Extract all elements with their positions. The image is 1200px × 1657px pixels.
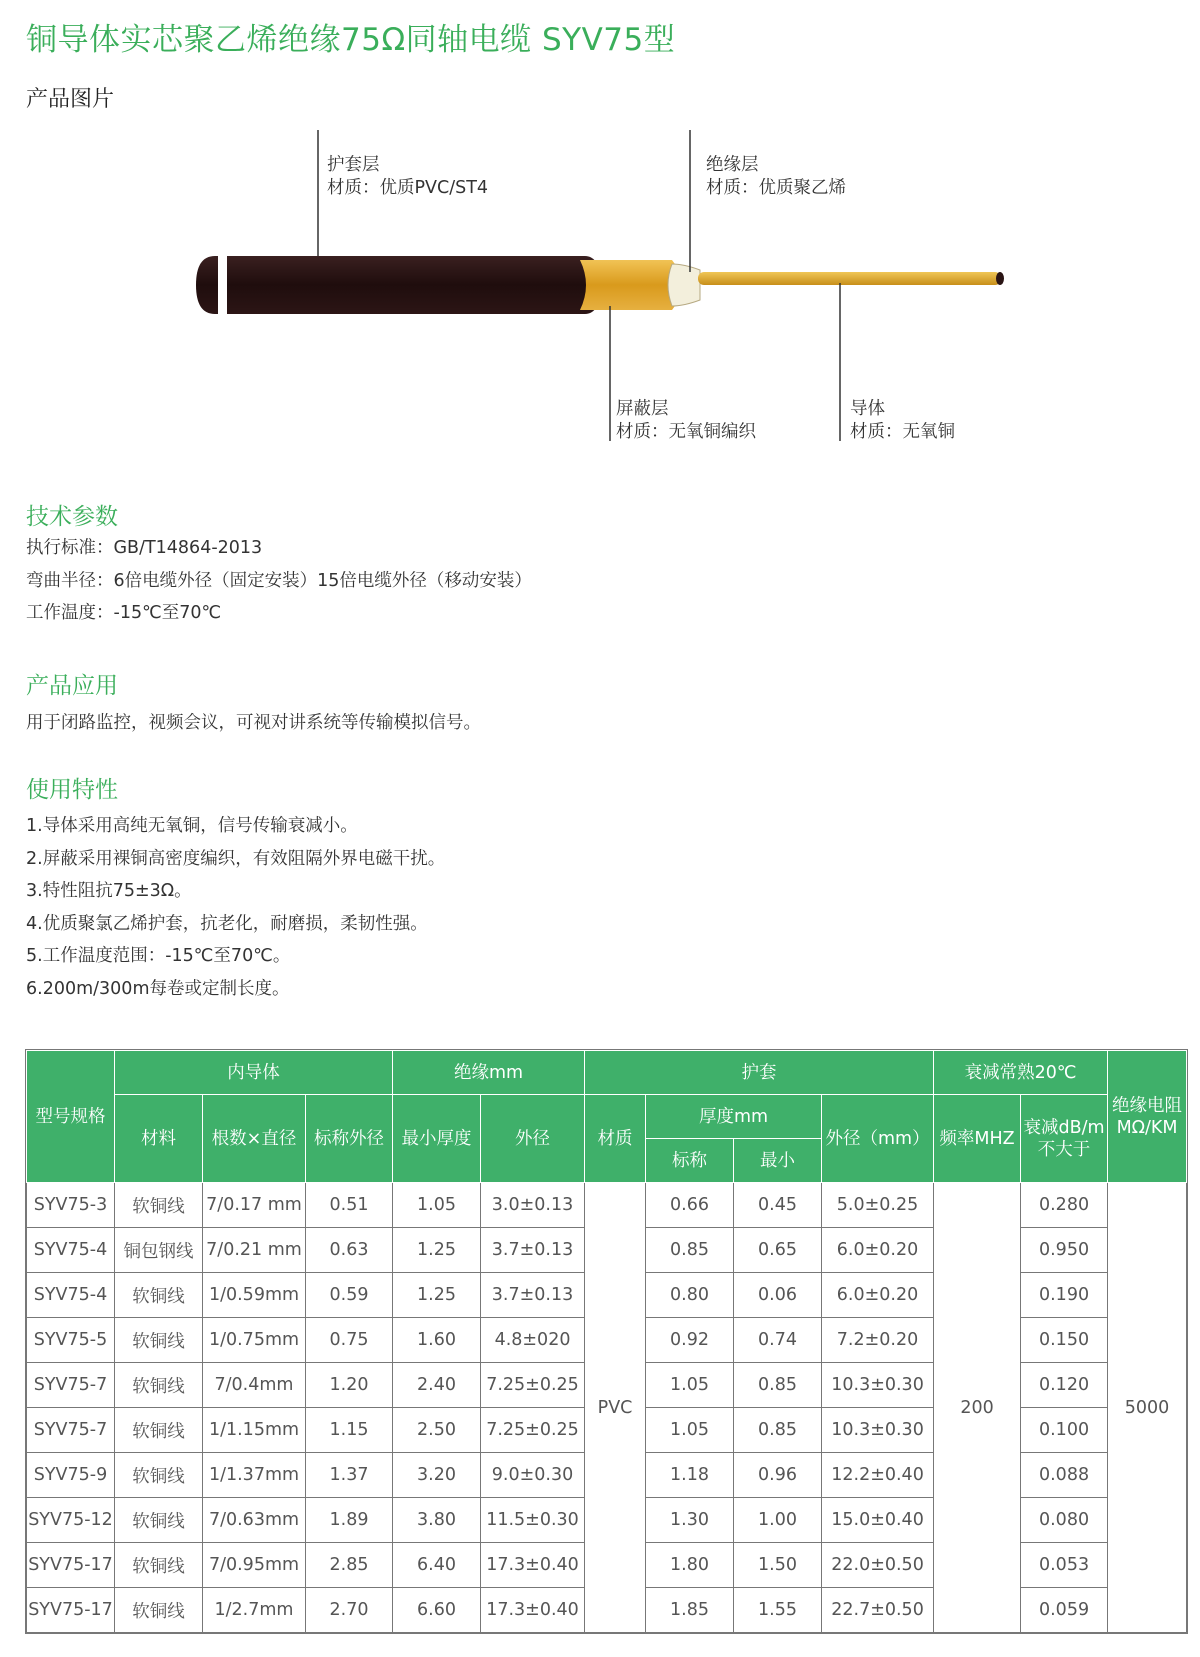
cell-nominal-od: 0.59 [306,1273,393,1318]
cell-nominal: 0.85 [646,1228,734,1273]
sheath-material: 材质：优质PVC/ST4 [327,178,489,198]
cell-min-thickness: 6.60 [393,1588,481,1633]
sheath-layer [196,256,602,314]
cell-atten: 0.088 [1021,1453,1108,1498]
cell-nominal: 1.05 [646,1363,734,1408]
cell-strands: 1/1.37mm [203,1453,306,1498]
cell-min-thickness: 1.25 [393,1228,481,1273]
cell-minimum: 0.85 [734,1363,822,1408]
header-attenuation: 衰减常熟20℃ [934,1051,1108,1095]
header-inner-conductor: 内导体 [115,1051,393,1095]
cell-strands: 1/1.15mm [203,1408,306,1453]
cell-strands: 1/0.59mm [203,1273,306,1318]
cell-nominal-od: 1.15 [306,1408,393,1453]
tech-standard: 执行标准：GB/T14864-2013 [26,538,263,558]
cell-sheath-od: 12.2±0.40 [822,1453,934,1498]
cable-diagram [0,130,1200,460]
cell-nominal: 0.80 [646,1273,734,1318]
cell-nominal-od: 1.20 [306,1363,393,1408]
cell-atten: 0.150 [1021,1318,1108,1363]
feature-item: 6.200m/300m每卷或定制长度。 [26,978,290,999]
cell-model: SYV75-3 [27,1183,115,1228]
cell-min-thickness: 3.20 [393,1453,481,1498]
cell-nominal-od: 1.89 [306,1498,393,1543]
cell-od: 11.5±0.30 [481,1498,585,1543]
header-nominal-od: 标称外径 [306,1095,393,1183]
cell-material: 软铜线 [115,1588,203,1633]
cell-od: 3.7±0.13 [481,1228,585,1273]
cell-od: 3.0±0.13 [481,1183,585,1228]
cell-frequency: 200 [934,1183,1021,1633]
header-sheath-material: 材质 [585,1095,646,1183]
cell-model: SYV75-7 [27,1363,115,1408]
cell-min-thickness: 1.60 [393,1318,481,1363]
shield-material: 材质：无氧铜编织 [616,422,756,442]
cell-nominal: 1.80 [646,1543,734,1588]
cell-minimum: 0.06 [734,1273,822,1318]
cell-nominal: 0.66 [646,1183,734,1228]
cell-nominal-od: 2.85 [306,1543,393,1588]
cell-model: SYV75-17 [27,1588,115,1633]
header-insulation: 绝缘mm [393,1051,585,1095]
insulation-layer [668,264,700,306]
cell-sheath-od: 22.0±0.50 [822,1543,934,1588]
feature-item: 3.特性阻抗75±3Ω。 [26,881,192,901]
cell-sheath-od: 15.0±0.40 [822,1498,934,1543]
cell-od: 7.25±0.25 [481,1363,585,1408]
cell-min-thickness: 3.80 [393,1498,481,1543]
cell-sheath-od: 6.0±0.20 [822,1273,934,1318]
sheath-name: 护套层 [327,155,380,175]
cell-atten: 0.059 [1021,1588,1108,1633]
insulation-name: 绝缘层 [706,155,759,175]
shield-name: 屏蔽层 [616,399,669,419]
cell-od: 17.3±0.40 [481,1588,585,1633]
cell-nominal: 1.30 [646,1498,734,1543]
cell-nominal: 0.92 [646,1318,734,1363]
tech-heading: 技术参数 [26,504,118,530]
header-strands: 根数×直径 [203,1095,306,1183]
cell-minimum: 0.96 [734,1453,822,1498]
cell-strands: 7/0.4mm [203,1363,306,1408]
cell-strands: 7/0.95mm [203,1543,306,1588]
header-model: 型号规格 [27,1051,115,1183]
cell-atten: 0.190 [1021,1273,1108,1318]
cell-material: 软铜线 [115,1408,203,1453]
cell-sheath-od: 22.7±0.50 [822,1588,934,1633]
header-sheath-od: 外径（mm） [822,1095,934,1183]
spec-table [26,1050,1187,1633]
cell-od: 17.3±0.40 [481,1543,585,1588]
header-sheath: 护套 [585,1051,934,1095]
cell-minimum: 1.00 [734,1498,822,1543]
sheath-callout [327,154,488,200]
cell-sheath-material: PVC [585,1183,646,1633]
cell-od: 7.25±0.25 [481,1408,585,1453]
cell-minimum: 0.74 [734,1318,822,1363]
cell-atten: 0.120 [1021,1363,1108,1408]
cell-nominal: 1.18 [646,1453,734,1498]
conductor-core [698,272,1001,285]
cell-od: 4.8±020 [481,1318,585,1363]
page-title: 铜导体实芯聚乙烯绝缘75Ω同轴电缆 SYV75型 [26,22,676,58]
cell-strands: 7/0.21 mm [203,1228,306,1273]
cell-material: 铜包钢线 [115,1228,203,1273]
header-thickness: 厚度mm [646,1095,822,1139]
cell-nominal-od: 0.75 [306,1318,393,1363]
tech-lines [26,532,532,630]
cable-illustration [0,130,1200,460]
cell-material: 软铜线 [115,1453,203,1498]
header-nominal: 标称 [646,1139,734,1183]
cell-minimum: 0.65 [734,1228,822,1273]
cell-min-thickness: 2.40 [393,1363,481,1408]
cell-minimum: 0.85 [734,1408,822,1453]
cell-nominal-od: 0.51 [306,1183,393,1228]
cell-nominal: 1.85 [646,1588,734,1633]
cell-resistance: 5000 [1108,1183,1187,1633]
conductor-name: 导体 [850,399,885,419]
cell-atten: 0.280 [1021,1183,1108,1228]
product-image-label: 产品图片 [26,87,115,112]
cell-material: 软铜线 [115,1363,203,1408]
cell-strands: 7/0.63mm [203,1498,306,1543]
cell-nominal-od: 1.37 [306,1453,393,1498]
cell-min-thickness: 1.05 [393,1183,481,1228]
cell-model: SYV75-4 [27,1228,115,1273]
tech-bend-radius: 弯曲半径：6倍电缆外径（固定安装）15倍电缆外径（移动安装） [26,570,532,591]
cell-atten: 0.950 [1021,1228,1108,1273]
shield-callout [616,398,756,444]
features-list [26,810,445,1005]
cell-min-thickness: 2.50 [393,1408,481,1453]
cell-material: 软铜线 [115,1273,203,1318]
cell-sheath-od: 6.0±0.20 [822,1228,934,1273]
header-frequency: 频率MHZ [934,1095,1021,1183]
header-min-thickness: 最小厚度 [393,1095,481,1183]
tech-temperature: 工作温度：-15℃至70℃ [26,603,222,623]
header-atten-value: 衰减dB/m不大于 [1021,1095,1108,1183]
feature-item: 2.屏蔽采用裸铜高密度编织，有效阻隔外界电磁干扰。 [26,848,446,869]
feature-item: 4.优质聚氯乙烯护套，抗老化，耐磨损，柔韧性强。 [26,913,428,934]
feature-item: 1.导体采用高纯无氧铜，信号传输衰减小。 [26,816,358,836]
conductor-end [996,272,1004,285]
features-heading: 使用特性 [26,777,118,803]
cell-nominal-od: 0.63 [306,1228,393,1273]
cell-model: SYV75-9 [27,1453,115,1498]
application-text: 用于闭路监控，视频会议，可视对讲系统等传输模拟信号。 [26,713,481,733]
cell-model: SYV75-12 [27,1498,115,1543]
insulation-material: 材质：优质聚乙烯 [706,178,846,198]
cell-material: 软铜线 [115,1318,203,1363]
insulation-callout [706,154,846,200]
cell-material: 软铜线 [115,1498,203,1543]
cell-min-thickness: 6.40 [393,1543,481,1588]
cell-atten: 0.053 [1021,1543,1108,1588]
cell-min-thickness: 1.25 [393,1273,481,1318]
cell-strands: 1/2.7mm [203,1588,306,1633]
cell-sheath-od: 5.0±0.25 [822,1183,934,1228]
cell-strands: 1/0.75mm [203,1318,306,1363]
feature-item: 5.工作温度范围：-15℃至70℃。 [26,946,291,966]
cell-od: 3.7±0.13 [481,1273,585,1318]
cell-od: 9.0±0.30 [481,1453,585,1498]
cell-strands: 7/0.17 mm [203,1183,306,1228]
cell-minimum: 1.50 [734,1543,822,1588]
cell-minimum: 0.45 [734,1183,822,1228]
cell-material: 软铜线 [115,1183,203,1228]
table-row [27,1183,1187,1228]
header-material: 材料 [115,1095,203,1183]
cell-minimum: 1.55 [734,1588,822,1633]
header-minimum: 最小 [734,1139,822,1183]
application-heading: 产品应用 [26,673,118,699]
conductor-material: 材质：无氧铜 [850,422,955,442]
sheath-stripe [218,256,227,314]
header-od: 外径 [481,1095,585,1183]
cell-sheath-od: 7.2±0.20 [822,1318,934,1363]
cell-model: SYV75-7 [27,1408,115,1453]
cell-model: SYV75-17 [27,1543,115,1588]
conductor-callout [850,398,955,444]
cell-atten: 0.100 [1021,1408,1108,1453]
cell-nominal: 1.05 [646,1408,734,1453]
cell-model: SYV75-5 [27,1318,115,1363]
cell-sheath-od: 10.3±0.30 [822,1363,934,1408]
cell-nominal-od: 2.70 [306,1588,393,1633]
cell-sheath-od: 10.3±0.30 [822,1408,934,1453]
cell-model: SYV75-4 [27,1273,115,1318]
header-resistance: 绝缘电阻MΩ/KM [1108,1051,1187,1183]
cell-material: 软铜线 [115,1543,203,1588]
cell-atten: 0.080 [1021,1498,1108,1543]
